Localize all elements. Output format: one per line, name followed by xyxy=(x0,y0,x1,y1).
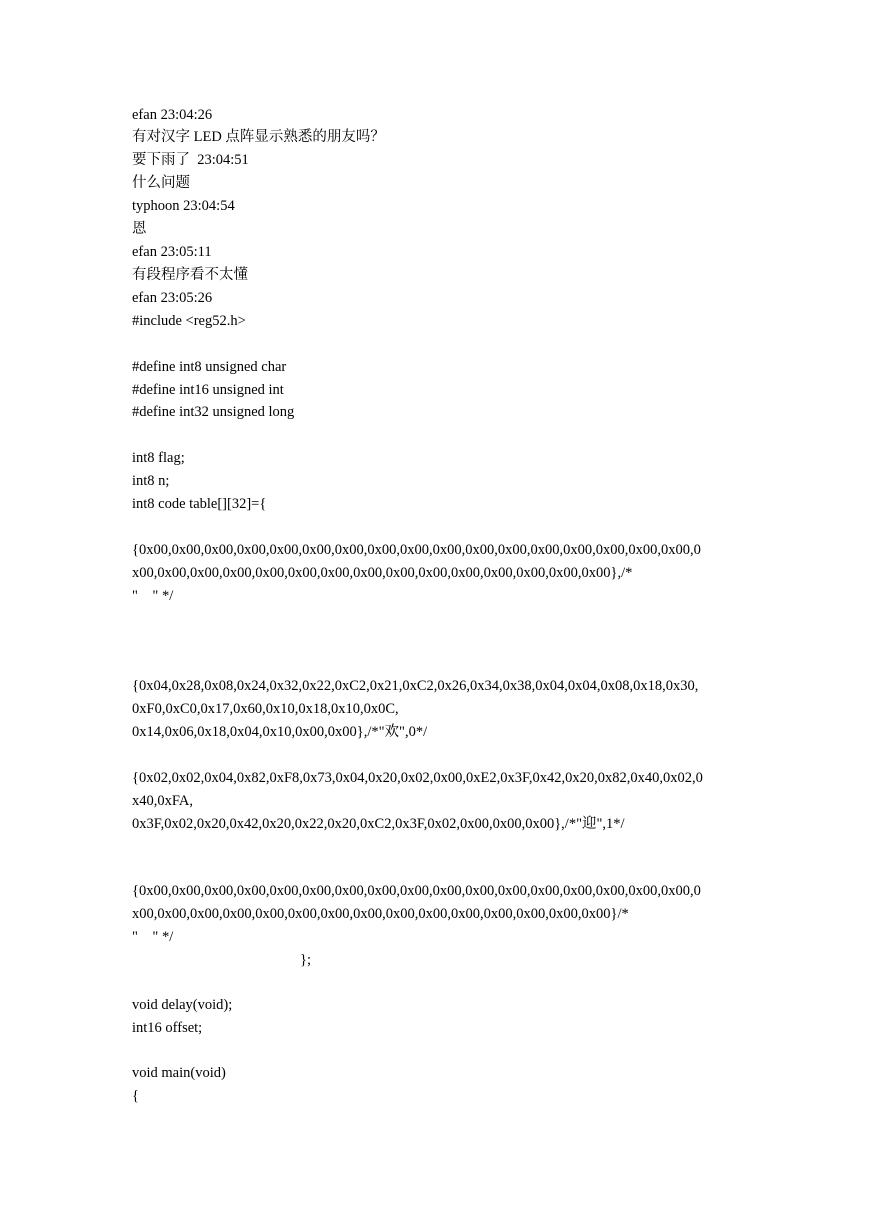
code-line: " " */ xyxy=(132,929,174,945)
chat-message: 有对汉字 LED 点阵显示熟悉的朋友吗？ xyxy=(132,129,385,145)
chat-header-efan-3: efan 23:05:26 xyxy=(132,290,213,306)
code-line: #define int8 unsigned char xyxy=(132,359,287,375)
code-line: void delay(void); xyxy=(132,997,233,1013)
code-line: x00,0x00,0x00,0x00,0x00,0x00,0x00,0x00,0x00,0x00,0x00,0x00,0x00,0x00,0x00}/* xyxy=(132,906,629,922)
code-line: int8 flag; xyxy=(132,450,185,466)
chat-message: 恩 xyxy=(132,221,147,237)
code-line: {0x04,0x28,0x08,0x24,0x32,0x22,0xC2,0x21,0xC2,0x26,0x34,0x38,0x04,0x04,0x08,0x18,0x30, xyxy=(132,678,699,694)
code-line: {0x00,0x00,0x00,0x00,0x00,0x00,0x00,0x00,0x00,0x00,0x00,0x00,0x00,0x00,0x00,0x00,0x00,0 xyxy=(132,542,701,558)
code-line: }; xyxy=(300,952,311,968)
code-line: {0x00,0x00,0x00,0x00,0x00,0x00,0x00,0x00,0x00,0x00,0x00,0x00,0x00,0x00,0x00,0x00,0x00,0 xyxy=(132,883,701,899)
code-line: int16 offset; xyxy=(132,1020,203,1036)
code-line: 0x14,0x06,0x18,0x04,0x10,0x00,0x00},/*"欢",0*/ xyxy=(132,724,428,740)
chat-message: 什么问题 xyxy=(132,175,190,191)
chat-header-yaoxiayule: 要下雨了 23:04:51 xyxy=(132,152,249,168)
chat-header-efan-1: efan 23:04:26 xyxy=(132,107,213,123)
chat-header-efan-2: efan 23:05:11 xyxy=(132,244,212,260)
code-line: #define int16 unsigned int xyxy=(132,382,284,398)
code-line: #define int32 unsigned long xyxy=(132,404,295,420)
code-line: int8 code table[][32]={ xyxy=(132,496,267,512)
code-line: 0xF0,0xC0,0x17,0x60,0x10,0x18,0x10,0x0C, xyxy=(132,701,399,717)
code-line: {0x02,0x02,0x04,0x82,0xF8,0x73,0x04,0x20,0x02,0x00,0xE2,0x3F,0x42,0x20,0x82,0x40,0x02,0 xyxy=(132,770,703,786)
code-line: 0x3F,0x02,0x20,0x42,0x20,0x22,0x20,0xC2,0x3F,0x02,0x00,0x00,0x00},/*"迎",1*/ xyxy=(132,816,625,832)
code-line: { xyxy=(132,1088,139,1104)
code-line: #include <reg52.h> xyxy=(132,313,246,329)
code-line: void main(void) xyxy=(132,1065,226,1081)
code-line: int8 n; xyxy=(132,473,170,489)
code-line: x40,0xFA, xyxy=(132,793,193,809)
code-line: " " */ xyxy=(132,588,174,604)
chat-message: 有段程序看不太懂 xyxy=(132,267,248,283)
chat-header-typhoon: typhoon 23:04:54 xyxy=(132,198,235,214)
code-line: x00,0x00,0x00,0x00,0x00,0x00,0x00,0x00,0x00,0x00,0x00,0x00,0x00,0x00,0x00},/* xyxy=(132,565,633,581)
